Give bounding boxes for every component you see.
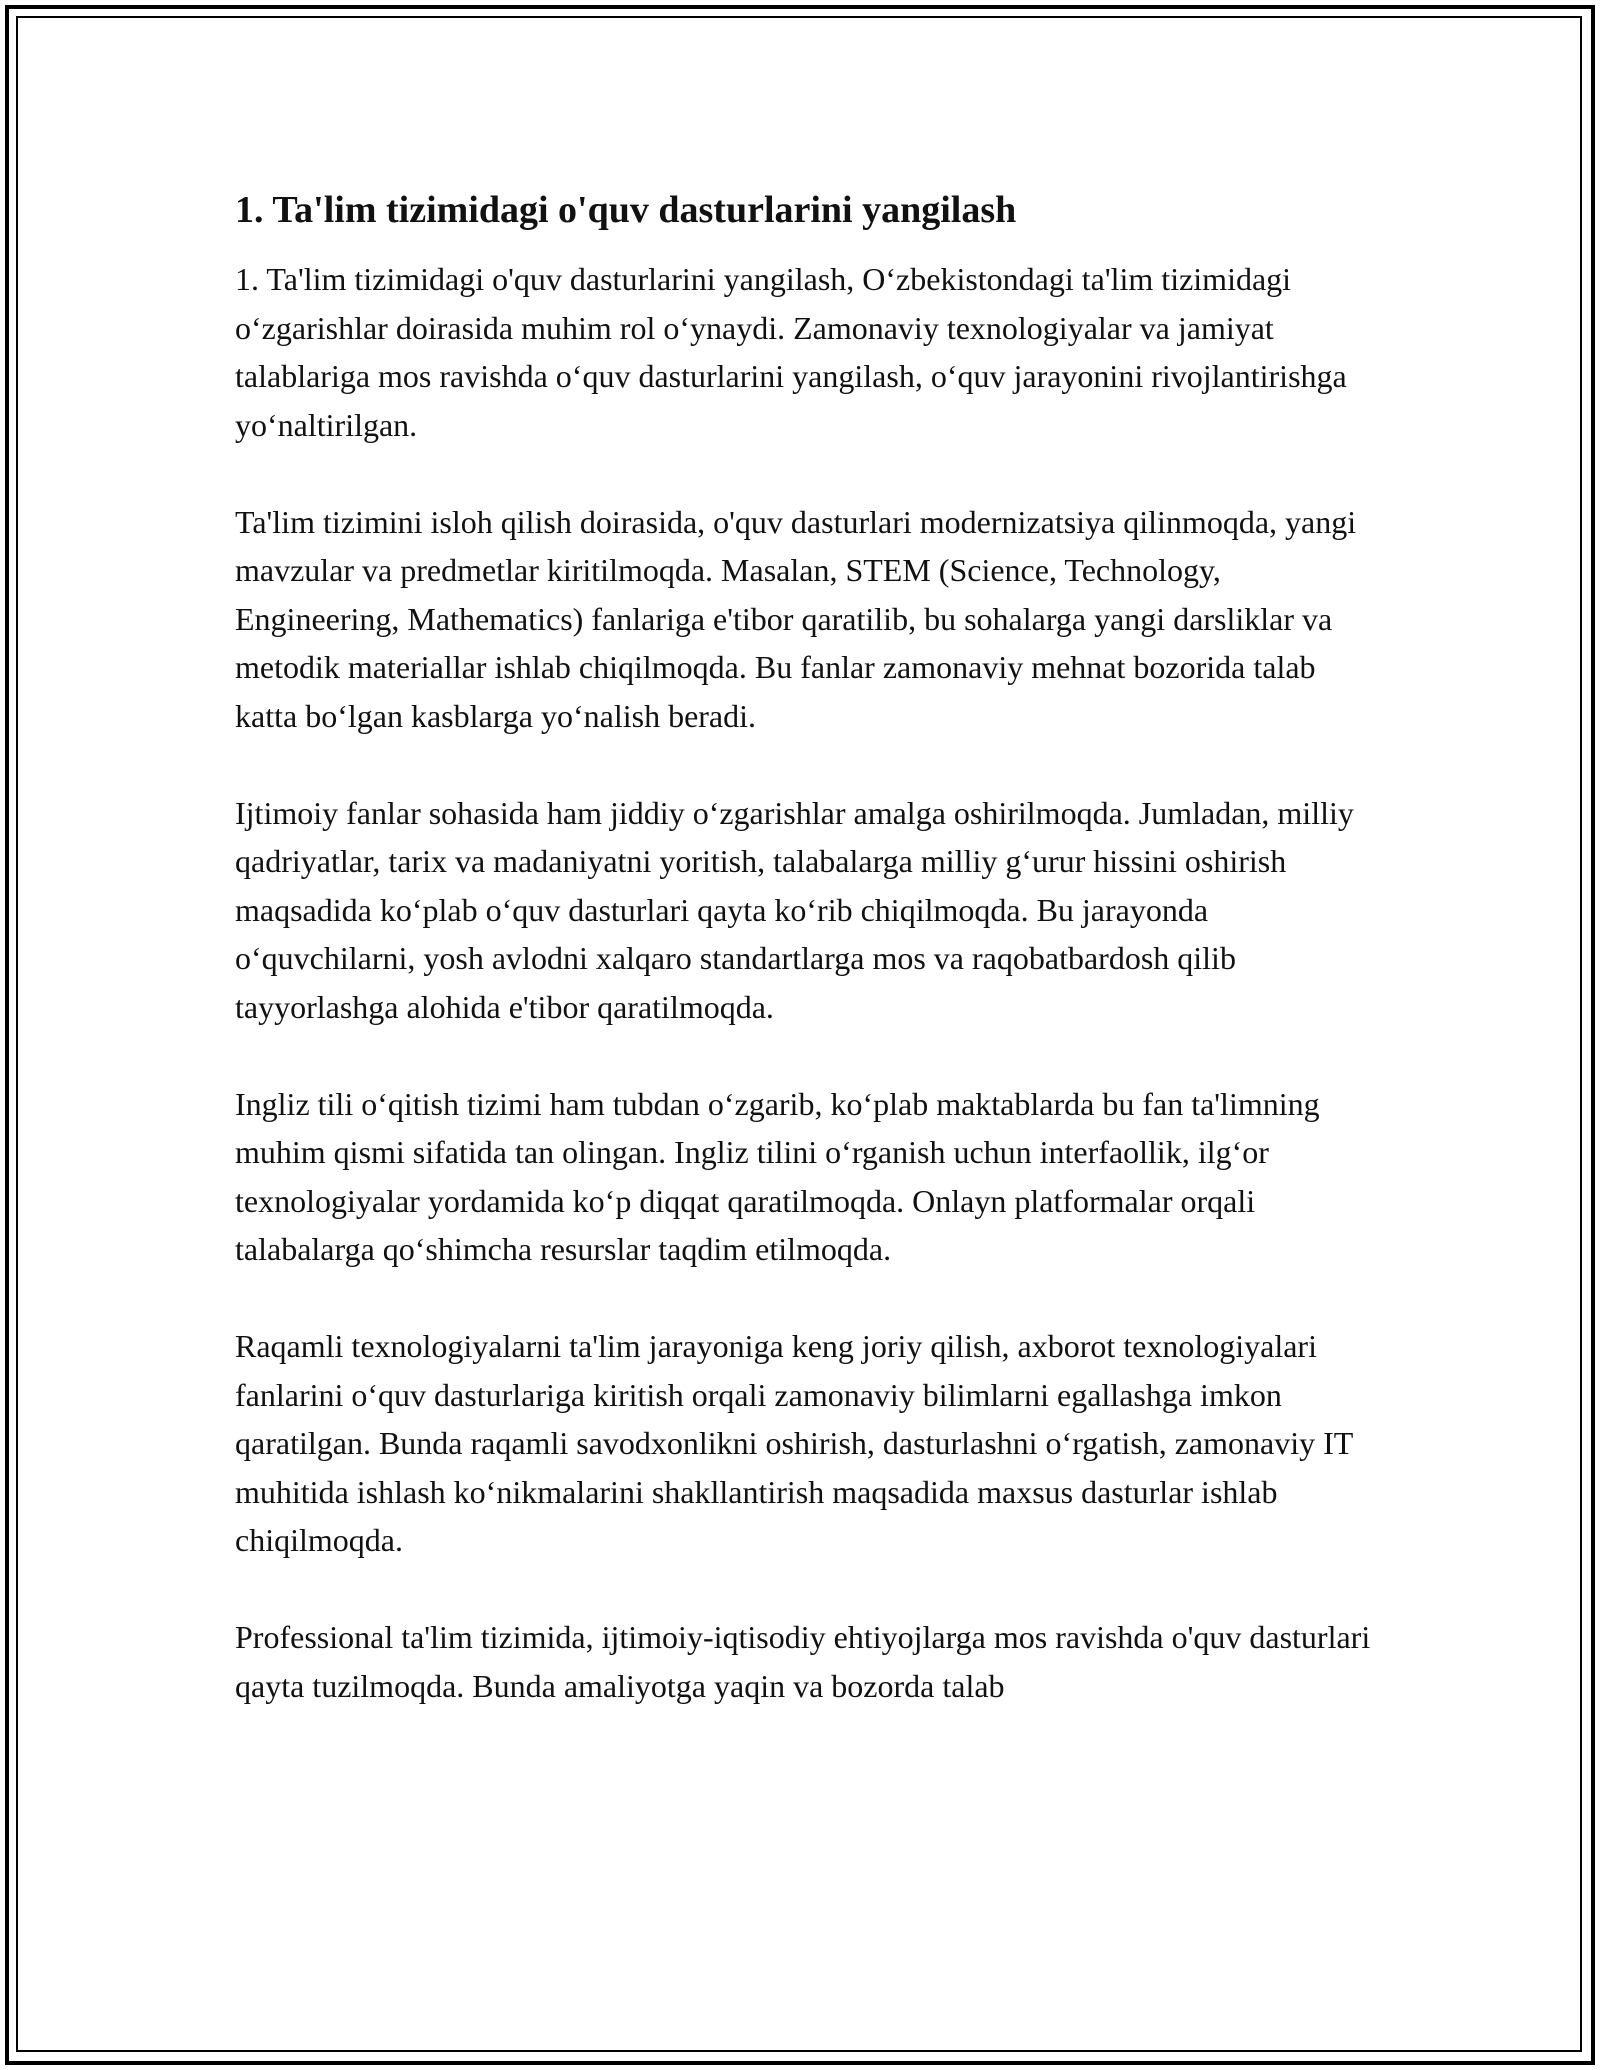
paragraph-english: Ingliz tili o‘qitish tizimi ham tubdan o‘zgarib, ko‘plab maktablarda bu fan ta'limning muhim qismi sifatida tan olingan. Ingliz tilini o‘rganish uchun interfaollik, ilg‘or texnologiyalar yordamida ko‘p diqqat qaratilmoqda. Onlayn platformalar orqali talabalarga qo‘shimcha resurslar taqdim etilmoqda. (235, 1085, 1320, 1267)
document-body (235, 185, 1385, 1759)
paragraph-intro: 1. Ta'lim tizimidagi o'quv dasturlarini yangilash, O‘zbekistondagi ta'lim tizimidagi o‘zgarishlar doirasida muhim rol o‘ynaydi. Zamonaviy texnologiyalar va jamiyat talablariga mos ravishda o‘quv dasturlarini yangilash, o‘quv jarayonini rivojlantirishga yo‘naltirilgan. (235, 261, 1347, 443)
section-heading: 1. Ta'lim tizimidagi o'quv dasturlarini yangilash (235, 189, 1017, 231)
paragraph-reform: Ta'lim tizimini isloh qilish doirasida, o'quv dasturlari modernizatsiya qilinmoqda, yangi mavzular va predmetlar kiritilmoqda. Masalan, STEM (Science, Technology, Engineering, Mathematics) fanlariga e'tibor qaratilib, bu sohalarga yangi darsliklar va metodik materiallar ishlab chiqilmoqda. Bu fanlar zamonaviy mehnat bozorida talab katta bo‘lgan kasblarga yo‘nalish beradi. (235, 503, 1357, 734)
paragraph-social-sciences: Ijtimoiy fanlar sohasida ham jiddiy o‘zgarishlar amalga oshirilmoqda. Jumladan, milliy qadriyatlar, tarix va madaniyatni yoritish, talabalarga milliy g‘urur hissini oshirish maqsadida ko‘plab o‘quv dasturlari qayta ko‘rib chiqilmoqda. Bu jarayonda o‘quvchilarni, yosh avlodni xalqaro standartlarga mos va raqobatbardosh qilib tayyorlashga alohida e'tibor qaratilmoqda. (235, 794, 1354, 1025)
paragraph-digital: Raqamli texnologiyalarni ta'lim jarayoniga keng joriy qilish, axborot texnologiyalari fanlarini o‘quv dasturlariga kiritish orqali zamonaviy bilimlarni egallashga imkon qaratilgan. Bunda raqamli savodxonlikni oshirish, dasturlashni o‘rgatish, zamonaviy IT muhitida ishlash ko‘nikmalarini shakllantirish maqsadida maxsus dasturlar ishlab chiqilmoqda. (235, 1328, 1353, 1558)
paragraph-professional: Professional ta'lim tizimida, ijtimoiy-iqtisodiy ehtiyojlarga mos ravishda o'quv dasturlari qayta tuzilmoqda. Bunda amaliyotga yaqin va bozorda talab (235, 1619, 1371, 1704)
